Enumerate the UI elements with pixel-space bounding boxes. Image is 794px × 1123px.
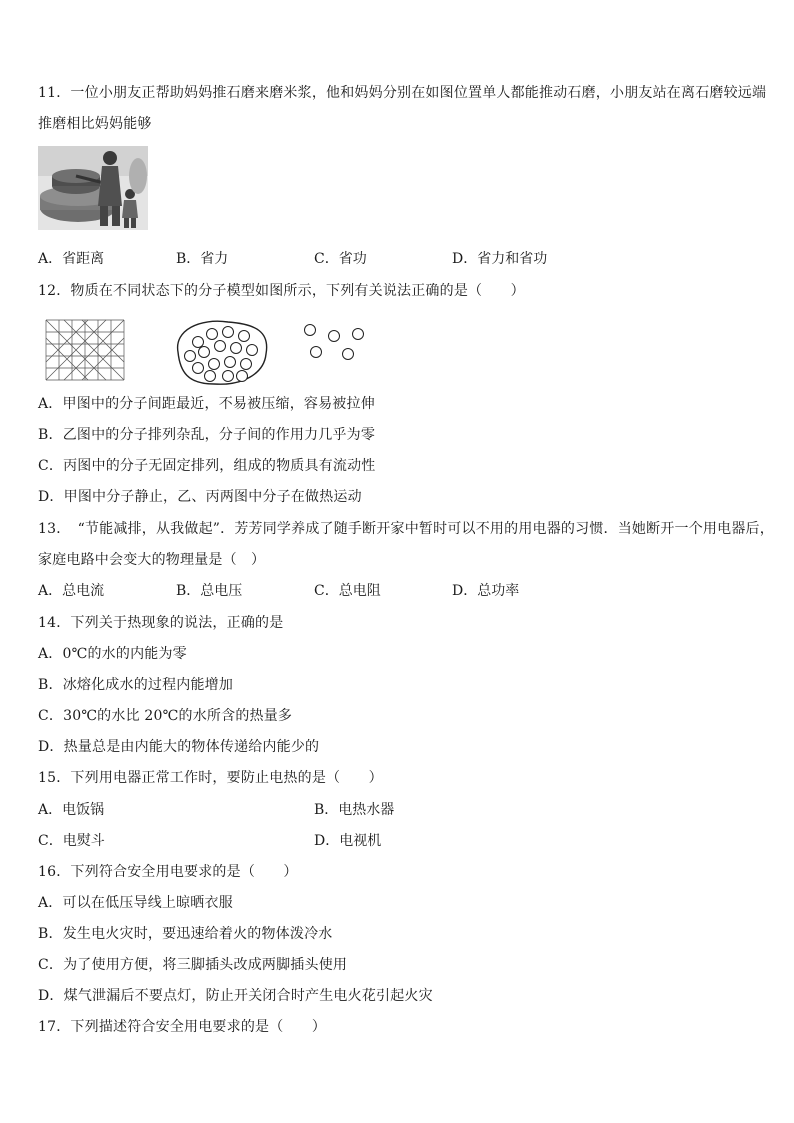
- q13-option-b: B．总电压: [176, 583, 243, 599]
- q11-stem-line1: 11．一位小朋友正帮助妈妈推石磨来磨米浆，他和妈妈分别在如图位置单人都能推动石磨，小朋友站在离石磨较远端: [38, 85, 767, 101]
- q16-option-d: D．煤气泄漏后不要点灯，防止开关闭合时产生电火花引起火灾: [38, 988, 433, 1004]
- q12-option-a: A．甲图中的分子间距最近，不易被压缩，容易被拉伸: [38, 396, 375, 412]
- q12-option-c: C．丙图中的分子无固定排列，组成的物质具有流动性: [38, 458, 376, 474]
- q14-option-d: D．热量总是由内能大的物体传递给内能少的: [38, 739, 320, 755]
- q11-millstone-photo: [38, 146, 148, 230]
- q11-option-a: A．省距离: [38, 251, 105, 267]
- q11-option-d: D．省力和省功: [452, 251, 548, 267]
- q11-option-c: C．省功: [314, 251, 367, 267]
- q16-stem: 16．下列符合安全用电要求的是（ ）: [38, 864, 298, 880]
- q13-stem-line1: 13． “节能减排，从我做起”．芳芳同学养成了随手断开家中暂时可以不用的用电器的习惯．当她断开一个用电器后，: [38, 521, 774, 537]
- q13-option-d: D．总功率: [452, 583, 520, 599]
- q12-stem: 12．物质在不同状态下的分子模型如图所示，下列有关说法正确的是（ ）: [38, 283, 525, 299]
- q15-option-d: D．电视机: [314, 833, 382, 849]
- q12-option-b: B．乙图中的分子排列杂乱，分子间的作用力几乎为零: [38, 427, 376, 443]
- q14-option-c: C．30℃的水比 20℃的水所含的热量多: [38, 708, 293, 724]
- q14-option-b: B．冰熔化成水的过程内能增加: [38, 677, 234, 693]
- q14-option-a: A．0℃的水的内能为零: [38, 646, 187, 662]
- q11-stem-line2: 推磨相比妈妈能够: [38, 116, 152, 132]
- q15-option-b: B．电热水器: [314, 802, 395, 818]
- q15-option-c: C．电熨斗: [38, 833, 105, 849]
- q14-stem: 14．下列关于热现象的说法，正确的是: [38, 615, 284, 631]
- q13-option-a: A．总电流: [38, 583, 105, 599]
- q16-option-c: C．为了使用方便，将三脚插头改成两脚插头使用: [38, 957, 348, 973]
- q16-option-b: B．发生电火灾时，要迅速给着火的物体泼冷水: [38, 926, 333, 942]
- q16-option-a: A．可以在低压导线上晾晒衣服: [38, 895, 233, 911]
- q13-option-c: C．总电阻: [314, 583, 381, 599]
- q11-option-b: B．省力: [176, 251, 229, 267]
- q15-option-a: A．电饭锅: [38, 802, 105, 818]
- q13-stem-line2: 家庭电路中会变大的物理量是（ ）: [38, 552, 266, 568]
- q17-stem: 17．下列描述符合安全用电要求的是（ ）: [38, 1019, 327, 1035]
- q15-stem: 15．下列用电器正常工作时，要防止电热的是（ ）: [38, 770, 383, 786]
- q12-option-d: D．甲图中分子静止，乙、丙两图中分子在做热运动: [38, 489, 362, 505]
- q12-molecule-figure: [38, 312, 378, 390]
